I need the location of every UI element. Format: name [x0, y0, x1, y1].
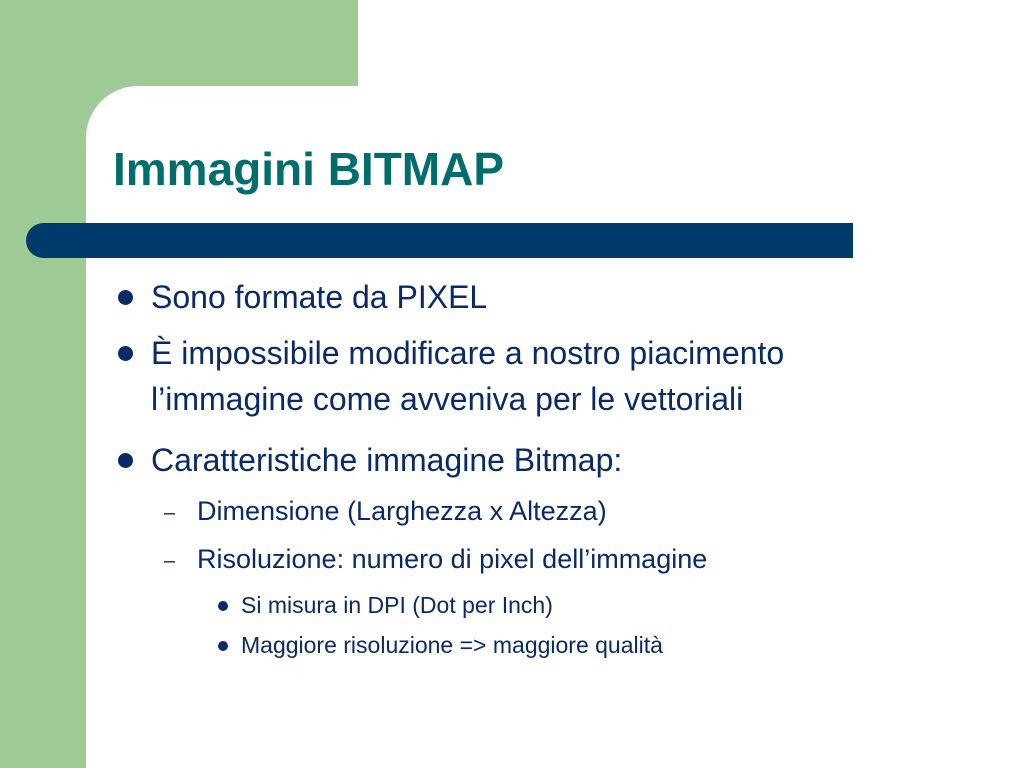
sub-sub-bullet-text: Maggiore risoluzione => maggiore qualità: [241, 632, 663, 658]
bullet-dot-icon: [218, 601, 228, 611]
dash-bullet-icon: –: [164, 502, 176, 524]
bullet-dot-icon: [218, 641, 228, 651]
slide-title: Immagini BITMAP: [113, 143, 505, 195]
bullet-dot-icon: [118, 346, 133, 361]
sub-bullet-text: Risoluzione: numero di pixel dell’immagine: [197, 544, 708, 574]
bullet-dot-icon: [118, 290, 133, 305]
bullet-dot-icon: [118, 453, 133, 468]
sub-sub-bullet-text: Si misura in DPI (Dot per Inch): [241, 592, 553, 618]
sub-bullet-text: Dimensione (Larghezza x Altezza): [197, 496, 607, 526]
bullet-text: Sono formate da PIXEL: [151, 279, 488, 315]
bullet-text-continuation: l’immagine come avveniva per le vettoriali: [151, 381, 744, 417]
bullet-text: È impossibile modificare a nostro piacimento: [151, 335, 785, 371]
dash-bullet-icon: –: [164, 550, 176, 572]
bullet-text: Caratteristiche immagine Bitmap:: [151, 442, 623, 478]
